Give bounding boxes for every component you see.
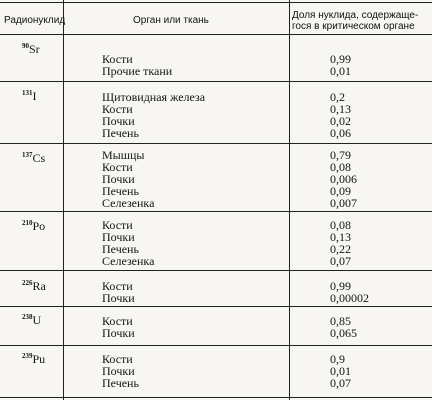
organ-cell: Кости	[102, 314, 133, 328]
fraction-cell: 0,00002	[330, 291, 369, 305]
fraction-cell: 0,02	[330, 114, 351, 128]
element-symbol: Pu	[32, 352, 46, 366]
header-bottom-border	[0, 34, 432, 35]
row-separator	[0, 345, 432, 346]
organ-cell: Печень	[102, 242, 139, 256]
fraction-cell: 0,06	[330, 126, 351, 140]
organ-cell: Почки	[102, 364, 135, 378]
fraction-cell: 0,13	[330, 102, 351, 116]
element-symbol: Ra	[32, 279, 46, 293]
header-organ: Орган или ткань	[133, 15, 209, 26]
fraction-cell: 0,07	[330, 254, 351, 268]
mass-number: 137	[22, 151, 33, 159]
organ-cell: Прочие ткани	[102, 64, 173, 78]
header-radionuclide: Радионуклид	[4, 15, 66, 26]
element-symbol: Sr	[29, 42, 40, 56]
nuclide-cell	[22, 311, 41, 327]
row-separator	[0, 306, 432, 307]
fraction-cell: 0,09	[330, 184, 351, 198]
fraction-cell: 0,22	[330, 242, 351, 256]
organ-cell: Мышцы	[102, 148, 145, 162]
column-divider-1	[63, 0, 64, 400]
organ-cell: Кости	[102, 160, 133, 174]
row-separator	[0, 143, 432, 144]
mass-number: 90	[22, 42, 29, 50]
organ-cell: Почки	[102, 114, 135, 128]
element-symbol: Po	[32, 219, 46, 233]
mass-number: 210	[22, 219, 33, 227]
mass-number: 238	[22, 313, 33, 321]
organ-cell: Селезенка	[102, 196, 155, 210]
fraction-cell: 0,08	[330, 218, 351, 232]
fraction-cell: 0,01	[330, 364, 351, 378]
organ-cell: Печень	[102, 126, 139, 140]
mass-number: 239	[22, 352, 33, 360]
header-fraction-line2: гося в критическом органе	[292, 21, 415, 32]
nuclide-cell	[22, 217, 45, 233]
organ-cell: Печень	[102, 184, 139, 198]
bottom-border	[0, 397, 432, 398]
organ-cell: Кости	[102, 52, 133, 66]
fraction-cell: 0,007	[330, 196, 357, 210]
row-separator	[0, 270, 432, 271]
mass-number: 226	[22, 279, 33, 287]
nuclide-cell	[22, 350, 45, 366]
column-divider-2	[289, 0, 290, 400]
fraction-cell: 0,13	[330, 230, 351, 244]
fraction-cell: 0,99	[330, 52, 351, 66]
row-separator	[0, 81, 432, 82]
fraction-cell: 0,08	[330, 160, 351, 174]
fraction-cell: 0,2	[330, 90, 345, 104]
organ-cell: Селезенка	[102, 254, 155, 268]
organ-cell: Кости	[102, 102, 133, 116]
organ-cell: Печень	[102, 376, 139, 390]
fraction-cell: 0,006	[330, 172, 357, 186]
fraction-cell: 0,07	[330, 376, 351, 390]
organ-cell: Почки	[102, 172, 135, 186]
top-border	[0, 2, 432, 3]
nuclide-cell	[22, 87, 37, 103]
nuclide-cell	[22, 277, 46, 293]
fraction-cell: 0,9	[330, 352, 345, 366]
header-fraction-line1: Доля нуклида, содержаще-	[292, 10, 419, 21]
organ-cell: Кости	[102, 218, 133, 232]
fraction-cell: 0,99	[330, 279, 351, 293]
row-separator	[0, 211, 432, 212]
element-symbol: I	[32, 89, 37, 103]
fraction-cell: 0,79	[330, 148, 351, 162]
organ-cell: Кости	[102, 352, 133, 366]
fraction-cell: 0,065	[330, 326, 357, 340]
organ-cell: Почки	[102, 326, 135, 340]
mass-number: 131	[22, 89, 33, 97]
fraction-cell: 0,85	[330, 314, 351, 328]
nuclide-cell	[22, 40, 40, 56]
element-symbol: Cs	[32, 151, 46, 165]
fraction-cell: 0,01	[330, 64, 351, 78]
organ-cell: Щитовидная железа	[102, 90, 206, 104]
nuclide-cell	[22, 149, 45, 165]
element-symbol: U	[32, 313, 42, 327]
organ-cell: Кости	[102, 279, 133, 293]
organ-cell: Почки	[102, 291, 135, 305]
organ-cell: Почки	[102, 230, 135, 244]
